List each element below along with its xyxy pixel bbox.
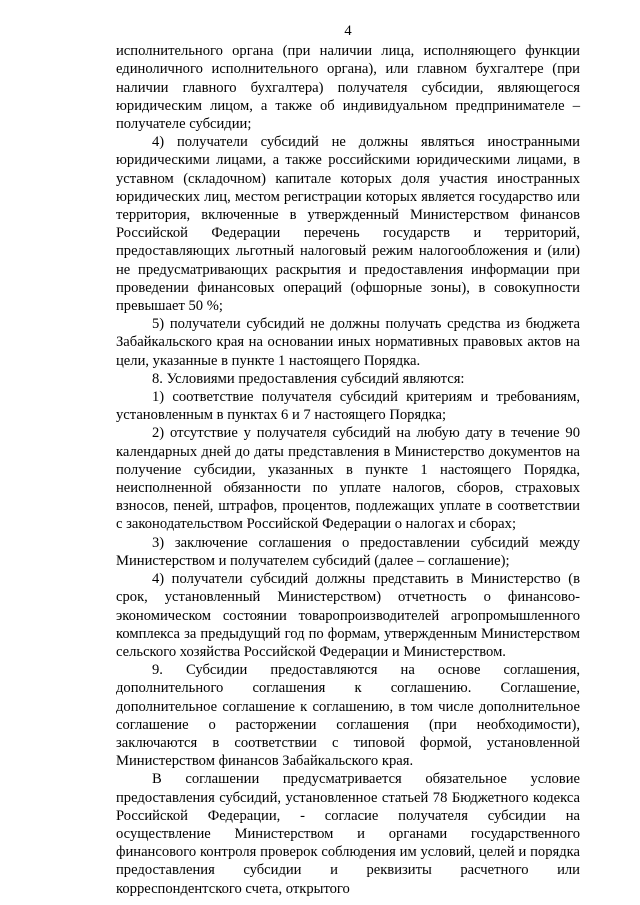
paragraph-condition-1: 1) соответствие получателя субсидий критериям и требованиям, установленным в пунктах 6 и 7 настоящего Порядка; <box>116 389 580 424</box>
paragraph-condition-3: 3) заключение соглашения о предоставлении субсидий между Министерством и получателем субсидий (далее – соглашение); <box>116 534 580 569</box>
paragraph-section-8-heading: 8. Условиями предоставления субсидий являются: <box>152 370 465 387</box>
paragraph-condition-2: 2) отсутствие у получателя субсидий на любую дату в течение 90 календарных дней до даты представления в Министерство документов на получение субсидии, указанных в пункте 1 настоящего Порядка, неисполненной обязанности по уплате налогов, сборов, страховых взносов, пеней, штрафов, процентов, подлежащих уплате в соответствии с законодательством Российской Федерации о налогах и сборах; <box>116 425 580 533</box>
paragraph-item-5-other-acts: 5) получатели субсидий не должны получать средства из бюджета Забайкальского края на основании иных нормативных правовых актов на цели, указанные в пункте 1 настоящего Порядка. <box>116 316 580 369</box>
paragraph-section-9: 9. Субсидии предоставляются на основе соглашения, дополнительного соглашения к соглашению. Соглашение, дополнительное соглашение к соглашению, в том числе дополнительное соглашение о расторжении соглашения (при необходимости), заключаются в соответствии с типовой формой, установленной Министерством финансов Забайкальского края. <box>116 662 580 770</box>
page-number: 4 <box>344 23 352 39</box>
paragraph-condition-4: 4) получатели субсидий должны представить в Министерство (в срок, установленный Министерством) отчетность о финансово-экономическом состоянии товаропроизводителей агропромышленного комплекса за предыдущий год по формам, утвержденным Министерством сельского хозяйства Российской Федерации и Министерством. <box>116 571 580 660</box>
paragraph-official-info: исполнительного органа (при наличии лица, исполняющего функции единоличного исполнительного органа), или главном бухгалтере (при наличии главного бухгалтера) получателя субсидии, являющегося юридическим лицом, а также об индивидуальном предпринимателе – получателе субсидии; <box>116 43 580 133</box>
paragraph-agreement-conditions: В соглашении предусматривается обязательное условие предоставления субсидий, установленное статьей 78 Бюджетного кодекса Российской Федерации, - согласие получателя субсидии на осуществление Министерством и органами государственного финансового контроля проверок соблюдения им условий, целей и порядка предоставления субсидии и реквизиты расчетного или корреспондентского счета, открытого <box>116 771 580 897</box>
paragraph-item-4-foreign-entities: 4) получатели субсидий не должны являться иностранными юридическими лицами, а также российскими юридическими лицами, в уставном (складочном) капитале которых доля участия иностранных юридических лиц, местом регистрации которых является государство или территория, включенные в утвержденный Министерством финансов Российской Федерации перечень государств и территорий, предоставляющих льготный налоговый режим налогообложения и (или) не предусматривающих раскрытия и предоставления информации при проведении финансовых операций (офшорные зоны), в совокупности превышает 50 %; <box>116 134 580 315</box>
